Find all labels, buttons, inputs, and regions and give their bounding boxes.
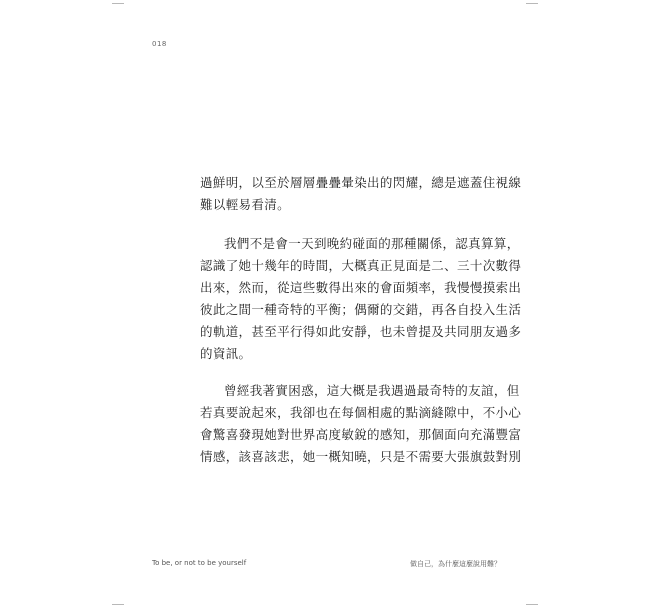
text-line: 出來，然而，從這些數得出來的會面頻率，我慢慢摸索出	[200, 280, 522, 295]
text-line: 我們不是會一天到晚約碰面的那種關係，認真算算，	[224, 236, 520, 251]
running-footer-chapter: 做自己，為什麼這麼說用難？	[410, 560, 501, 568]
page-number: 018	[152, 40, 167, 48]
paragraph-1	[200, 172, 522, 216]
paragraph-3	[200, 380, 522, 468]
text-line: 難以輕易看清。	[200, 197, 290, 212]
body-text-3	[200, 380, 522, 468]
body-text-2	[200, 233, 522, 365]
text-line: 曾經我著實困惑，這大概是我遇過最奇特的友誼，但	[224, 383, 520, 398]
text-line: 彼此之間一種奇特的平衡；偶爾的交錯，再各自投入生活	[200, 302, 522, 317]
running-footer-title: To be, or not to be yourself	[152, 559, 247, 567]
text-line: 認識了她十幾年的時間，大概真正見面是二、三十次數得	[200, 258, 522, 273]
paragraph-2	[200, 233, 522, 365]
crop-mark-bottom-right	[526, 604, 538, 605]
text-line: 過鮮明，以至於層層疊疊暈染出的閃耀，總是遮蓋住視線	[200, 175, 522, 190]
text-line: 情感，該喜該悲，她一概知曉，只是不需要大張旗鼓對別	[200, 449, 522, 464]
text-line: 的資訊。	[200, 346, 252, 361]
text-line: 的軌道，甚至平行得如此安靜，也未曾提及共同朋友過多	[200, 324, 522, 339]
crop-mark-top-left	[112, 3, 124, 4]
text-line: 若真要說起來，我卻也在每個相處的點滴縫隙中，不小心	[200, 405, 522, 420]
text-line: 會驚喜發現她對世界高度敏銳的感知，那個面向充滿豐富	[200, 427, 522, 442]
crop-mark-top-right	[526, 3, 538, 4]
body-text	[200, 172, 522, 216]
crop-mark-bottom-left	[112, 604, 124, 605]
